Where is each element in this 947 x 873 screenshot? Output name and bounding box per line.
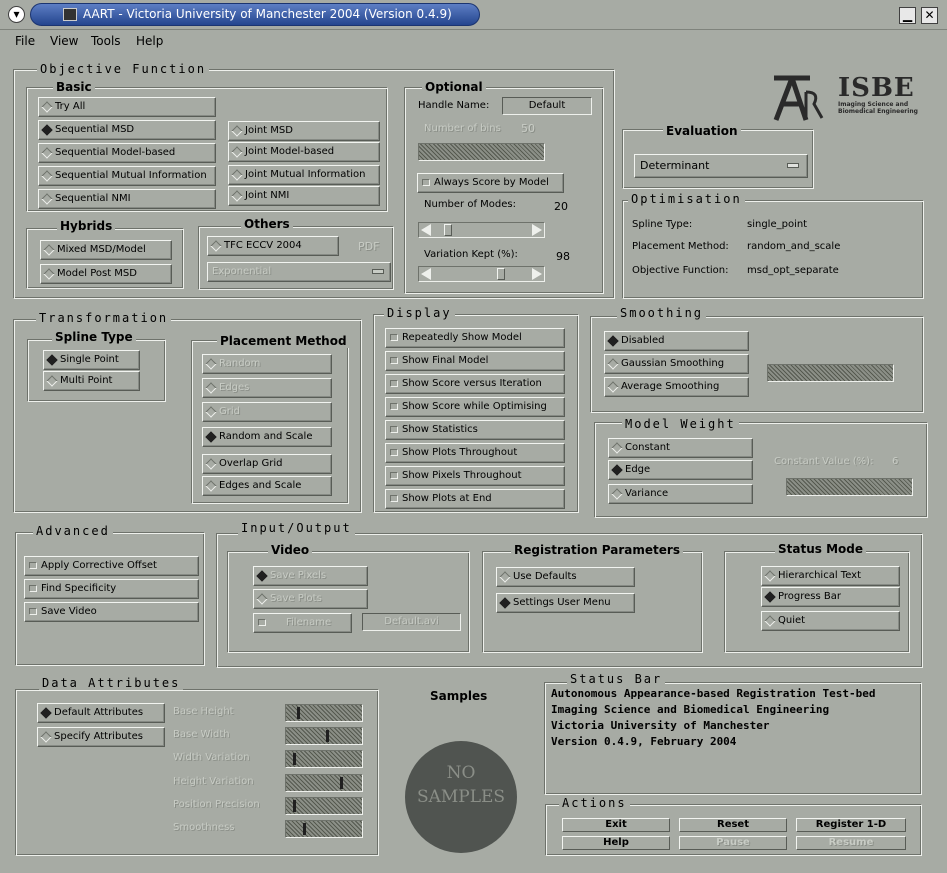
samples-indicator: NO SAMPLES: [405, 741, 517, 853]
constant-radio[interactable]: Constant: [608, 438, 753, 458]
filename-button[interactable]: Filename: [253, 613, 352, 633]
handle-name-input[interactable]: Default: [502, 97, 592, 115]
handle-name-label: Handle Name:: [418, 100, 490, 111]
show-plots-at-end-toggle[interactable]: Show Plots at End: [385, 489, 565, 509]
settings-user-menu-radio[interactable]: Settings User Menu: [496, 593, 635, 613]
register-1d-button[interactable]: Register 1-D: [796, 818, 906, 832]
status-line-3: Victoria University of Manchester: [551, 719, 770, 732]
attribute-slider[interactable]: [285, 797, 363, 815]
menu-help[interactable]: Help: [136, 34, 164, 48]
basic-title: Basic: [53, 80, 95, 94]
optimisation-title: Optimisation: [628, 192, 745, 206]
evaluation-combo[interactable]: Determinant: [634, 154, 808, 178]
default-attributes-radio[interactable]: Default Attributes: [37, 703, 165, 723]
single-point-radio[interactable]: Single Point: [43, 350, 140, 370]
attribute-label: Height Variation: [173, 775, 254, 787]
constant-value-slider[interactable]: [786, 478, 913, 496]
number-of-bins-label: Number of bins: [424, 123, 501, 134]
transformation-title: Transformation: [36, 311, 171, 325]
status-mode-title: Status Mode: [775, 542, 866, 556]
joint-nmi-radio[interactable]: Joint NMI: [228, 186, 380, 206]
joint-mutual-information-radio[interactable]: Joint Mutual Information: [228, 165, 380, 185]
show-statistics-toggle[interactable]: Show Statistics: [385, 420, 565, 440]
save-plots-radio[interactable]: Save Plots: [253, 589, 368, 609]
sequential-nmi-radio[interactable]: Sequential NMI: [38, 189, 216, 209]
evaluation-title: Evaluation: [663, 124, 741, 138]
pdf-label: PDF: [358, 240, 380, 253]
random-and-scale-radio[interactable]: Random and Scale: [202, 427, 332, 447]
variation-kept-label: Variation Kept (%):: [424, 249, 518, 260]
attribute-label: Base Width: [173, 729, 230, 741]
objective-function-value: msd_opt_separate: [747, 265, 839, 276]
hybrids-title: Hybrids: [57, 219, 115, 233]
menu-tools[interactable]: Tools: [91, 34, 121, 48]
progress-bar-radio[interactable]: Progress Bar: [761, 587, 900, 607]
slider-thumb: [497, 268, 505, 280]
attribute-slider[interactable]: [285, 704, 363, 722]
combo-arrow-icon: [787, 163, 799, 168]
isbe-subtitle-2: Biomedical Engineering: [838, 108, 918, 115]
others-title: Others: [241, 217, 293, 231]
use-defaults-radio[interactable]: Use Defaults: [496, 567, 635, 587]
objective-function-label: Objective Function:: [632, 265, 729, 276]
attribute-label: Base Height: [173, 706, 234, 717]
reset-button[interactable]: Reset: [679, 818, 787, 832]
hierarchical-text-radio[interactable]: Hierarchical Text: [761, 566, 900, 586]
attribute-slider[interactable]: [285, 750, 363, 768]
pdf-type-combo[interactable]: Exponential: [207, 262, 391, 282]
display-title: Display: [384, 306, 455, 320]
edge-radio[interactable]: Edge: [608, 460, 753, 480]
pause-button[interactable]: Pause: [679, 836, 787, 850]
number-of-modes-label: Number of Modes:: [424, 199, 516, 210]
multi-point-radio[interactable]: Multi Point: [43, 371, 140, 391]
variation-kept-value: 98: [556, 250, 570, 263]
model-post-msd-radio[interactable]: Model Post MSD: [40, 264, 172, 284]
menu-bar: [8, 32, 938, 52]
window-title: AART - Victoria University of Manchester 2004 (Version 0.4.9): [83, 7, 452, 21]
window-title-pill[interactable]: [30, 3, 480, 26]
placement-method-title: Placement Method: [217, 334, 350, 348]
joint-msd-radio[interactable]: Joint MSD: [228, 121, 380, 141]
help-button[interactable]: Help: [562, 836, 670, 850]
show-score-versus-iteration-toggle[interactable]: Show Score versus Iteration: [385, 374, 565, 394]
quiet-radio[interactable]: Quiet: [761, 611, 900, 631]
slider-thumb: [297, 707, 300, 719]
disabled-radio[interactable]: Disabled: [604, 331, 749, 351]
edges-and-scale-radio[interactable]: Edges and Scale: [202, 476, 332, 496]
number-of-modes-slider[interactable]: [418, 222, 545, 238]
variation-kept-slider[interactable]: [418, 266, 545, 282]
status-line-1: Autonomous Appearance-based Registration Test-bed: [551, 687, 876, 700]
constant-value: 6: [892, 456, 899, 467]
joint-model-based-radio[interactable]: Joint Model-based: [228, 142, 380, 162]
specify-attributes-radio[interactable]: Specify Attributes: [37, 727, 165, 747]
spline-type-value: single_point: [747, 219, 808, 230]
sequential-model-based-radio[interactable]: Sequential Model-based: [38, 143, 216, 163]
slider-thumb: [303, 823, 306, 835]
menu-view[interactable]: View: [50, 34, 79, 48]
number-of-bins-slider[interactable]: [418, 143, 545, 161]
show-pixels-throughout-toggle[interactable]: Show Pixels Throughout: [385, 466, 565, 486]
attribute-label: Smoothness: [173, 822, 235, 833]
attribute-slider[interactable]: [285, 820, 363, 838]
attribute-slider[interactable]: [285, 774, 363, 792]
gaussian-smoothing-radio[interactable]: Gaussian Smoothing: [604, 354, 749, 374]
find-specificity-toggle[interactable]: Find Specificity: [24, 579, 199, 599]
optional-title: Optional: [422, 80, 486, 94]
app-icon: [63, 8, 77, 21]
attribute-label: Position Precision: [173, 798, 260, 810]
constant-value-label: Constant Value (%):: [774, 456, 874, 467]
sequential-mutual-information-radio[interactable]: Sequential Mutual Information: [38, 166, 216, 186]
menu-file[interactable]: File: [15, 34, 36, 48]
show-final-model-toggle[interactable]: Show Final Model: [385, 351, 565, 371]
isbe-subtitle-1: Imaging Science and: [838, 101, 909, 108]
grid-radio[interactable]: Grid: [202, 402, 332, 422]
actions-title: Actions: [559, 796, 630, 810]
overlap-grid-radio[interactable]: Overlap Grid: [202, 454, 332, 474]
show-score-while-optimising-toggle[interactable]: Show Score while Optimising: [385, 397, 565, 417]
slider-thumb: [293, 800, 296, 812]
attribute-slider[interactable]: [285, 727, 363, 745]
data-attributes-title: Data Attributes: [39, 676, 183, 690]
placement-method-label: Placement Method:: [632, 241, 729, 252]
edges-radio[interactable]: Edges: [202, 378, 332, 398]
tfc-eccv-2004-radio[interactable]: TFC ECCV 2004: [207, 236, 339, 256]
average-smoothing-radio[interactable]: Average Smoothing: [604, 377, 749, 397]
slider-thumb: [444, 224, 452, 236]
samples-title: Samples: [430, 689, 488, 703]
repeatedly-show-model-toggle[interactable]: Repeatedly Show Model: [385, 328, 565, 348]
smoothing-title: Smoothing: [617, 306, 706, 320]
save-video-toggle[interactable]: Save Video: [24, 602, 199, 622]
advanced-title: Advanced: [33, 524, 113, 538]
status-bar-title: Status Bar: [567, 672, 665, 686]
isbe-logo: ISBE: [838, 73, 915, 103]
combo-arrow-icon: [372, 269, 384, 274]
advanced-frame: [15, 532, 205, 666]
save-pixels-radio[interactable]: Save Pixels: [253, 566, 368, 586]
aart-logo: [770, 70, 826, 122]
chevron-down-icon[interactable]: ▾: [8, 6, 25, 23]
always-score-by-model-toggle[interactable]: Always Score by Model: [417, 173, 564, 193]
video-title: Video: [268, 543, 312, 557]
variance-radio[interactable]: Variance: [608, 484, 753, 504]
smoothing-slider[interactable]: [767, 364, 894, 382]
status-line-2: Imaging Science and Biomedical Engineering: [551, 703, 830, 716]
number-of-modes-value: 20: [554, 200, 568, 213]
try-all-radio[interactable]: Try All: [38, 97, 216, 117]
spline-type-label: Spline Type:: [632, 219, 693, 230]
number-of-bins-value: 50: [521, 122, 535, 135]
attribute-label: Width Variation: [173, 752, 250, 764]
slider-thumb: [340, 777, 343, 789]
status-text: [551, 688, 911, 747]
close-icon[interactable]: ✕: [921, 7, 938, 24]
random-radio[interactable]: Random: [202, 354, 332, 374]
input-output-title: Input/Output: [238, 521, 355, 535]
registration-parameters-title: Registration Parameters: [511, 543, 683, 557]
objective-function-title: Objective Function: [37, 62, 209, 76]
show-plots-throughout-toggle[interactable]: Show Plots Throughout: [385, 443, 565, 463]
slider-thumb: [293, 753, 296, 765]
minimize-icon[interactable]: ▁: [899, 7, 916, 24]
status-line-4: Version 0.4.9, February 2004: [551, 735, 737, 748]
placement-method-value: random_and_scale: [747, 241, 841, 252]
spline-type-title: Spline Type: [52, 330, 136, 344]
resume-button[interactable]: Resume: [796, 836, 906, 850]
exit-button[interactable]: Exit: [562, 818, 670, 832]
apply-corrective-offset-toggle[interactable]: Apply Corrective Offset: [24, 556, 199, 576]
model-weight-title: Model Weight: [622, 417, 739, 431]
slider-thumb: [326, 730, 329, 742]
filename-input[interactable]: Default.avi: [362, 613, 461, 631]
mixed-msd-model-radio[interactable]: Mixed MSD/Model: [40, 240, 172, 260]
sequential-msd-radio[interactable]: Sequential MSD: [38, 120, 216, 140]
